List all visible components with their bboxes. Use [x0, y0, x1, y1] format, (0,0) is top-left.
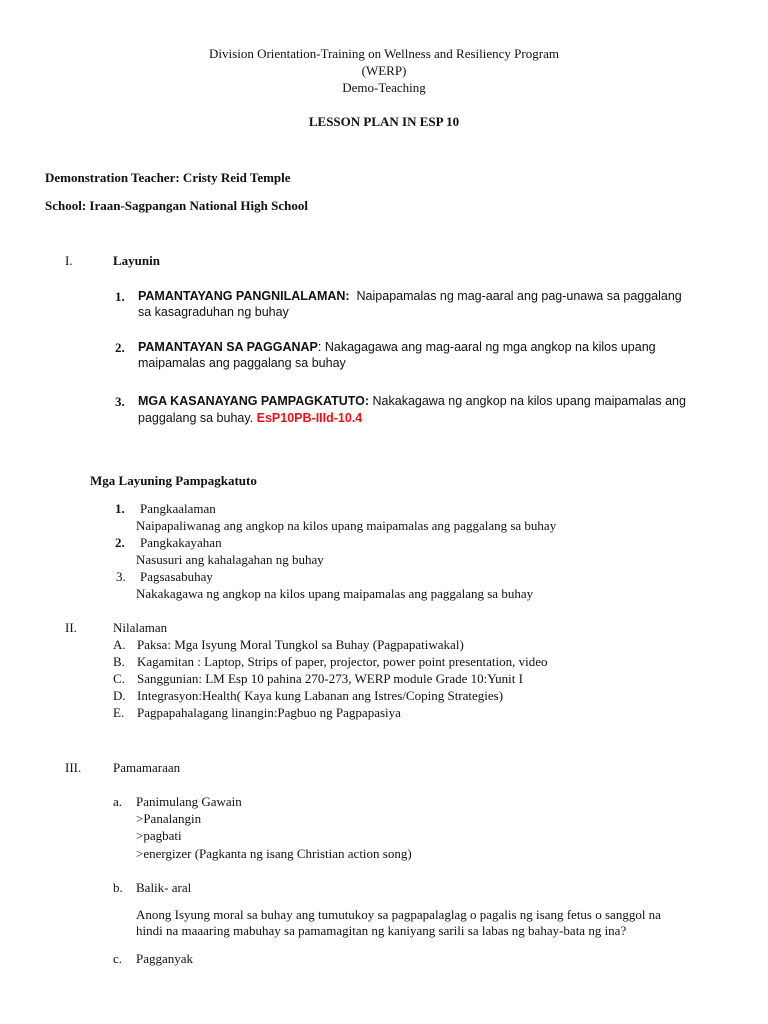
teacher-name: Demonstration Teacher: Cristy Reid Temple [45, 170, 291, 185]
content-a-letter: A. [113, 637, 126, 652]
objective-1-label: Pangkaalaman [140, 501, 216, 516]
procedure-b-letter: b. [113, 880, 123, 895]
content-d-text: Integrasyon:Health( Kaya kung Labanan ang Istres/Coping Strategies) [137, 688, 504, 703]
standard-3-number: 3. [115, 394, 125, 409]
procedure-a-line-3: >energizer (Pagkanta ng isang Christian action song) [136, 846, 412, 861]
header-line-3: Demo-Teaching [342, 80, 426, 95]
standard-3-line-1 [138, 393, 686, 410]
section-3-numeral: III. [65, 760, 82, 775]
objective-2-detail: Nasusuri ang kahalagahan ng buhay [136, 552, 324, 567]
section-2-numeral: II. [65, 620, 77, 635]
section-3-title: Pamamaraan [113, 760, 181, 775]
procedure-b-title: Balik- aral [136, 880, 192, 895]
standard-2-line-2: maipamalas ang paggalang sa buhay [138, 356, 346, 370]
standard-3-label: MGA KASANAYANG PAMPAGKATUTO: [138, 394, 370, 408]
standard-3-text: Nakakagawa ng angkop na kilos upang maipamalas ang [372, 394, 686, 408]
standard-3-text-2: paggalang sa buhay. [138, 411, 254, 425]
procedure-b-text-1: Anong Isyung moral sa buhay ang tumutukoy sa pagpapalaglag o pagalis ng isang fetus o sanggol na [136, 907, 661, 922]
section-2-title: Nilalaman [113, 620, 168, 635]
standard-2-label: PAMANTAYAN SA PAGGANAP [138, 340, 318, 354]
content-a-text: Paksa: Mga Isyung Moral Tungkol sa Buhay (Pagpapatiwakal) [137, 637, 464, 652]
objective-3-detail: Nakakagawa ng angkop na kilos upang maipamalas ang paggalang sa buhay [136, 586, 534, 601]
section-1-title: Layunin [113, 253, 160, 268]
header-line-1: Division Orientation-Training on Wellness and Resiliency Program [209, 46, 559, 61]
objective-2-number: 2. [115, 535, 125, 550]
objective-3-number: 3. [116, 569, 126, 584]
standard-2-line-1 [138, 339, 656, 356]
content-e-text: Pagpapahalagang linangin:Pagbuo ng Pagpapasiya [137, 705, 401, 720]
standard-1-text: Naipapamalas ng mag-aaral ang pag-unawa sa paggalang [356, 289, 682, 303]
content-e-letter: E. [113, 705, 125, 720]
procedure-a-line-2: >pagbati [136, 828, 182, 843]
school-name: School: Iraan-Sagpangan National High School [45, 198, 308, 213]
content-b-text: Kagamitan : Laptop, Strips of paper, projector, power point presentation, video [137, 654, 548, 669]
procedure-b-text-2: hindi na maaaring mabuhay sa pamamagitan ng kaniyang sarili sa labas ng bahay-bata ng ina? [136, 923, 627, 938]
objective-1-number: 1. [115, 501, 125, 516]
content-d-letter: D. [113, 688, 126, 703]
standard-1-line-1 [138, 288, 682, 305]
standard-1-number: 1. [115, 289, 125, 304]
procedure-c-letter: c. [113, 951, 123, 966]
standard-3-line-2 [138, 410, 362, 427]
procedure-a-letter: a. [113, 794, 123, 809]
standard-1-line-2: sa kasagraduhan ng buhay [138, 305, 289, 319]
header-line-2: (WERP) [361, 63, 407, 78]
content-b-letter: B. [113, 654, 125, 669]
procedure-c-title: Pagganyak [136, 951, 194, 966]
procedure-a-title: Panimulang Gawain [136, 794, 242, 809]
objective-3-label: Pagsasabuhay [140, 569, 213, 584]
content-c-text: Sanggunian: LM Esp 10 pahina 270-273, WERP module Grade 10:Yunit I [137, 671, 523, 686]
procedure-a-line-1: >Panalangin [136, 811, 202, 826]
standard-2-number: 2. [115, 340, 125, 355]
section-1-numeral: I. [65, 253, 73, 268]
objective-2-label: Pangkakayahan [140, 535, 222, 550]
document-title: LESSON PLAN IN ESP 10 [308, 114, 460, 129]
competency-code: EsP10PB-IIId-10.4 [256, 411, 363, 425]
standard-1-label: PAMANTAYANG PANGNILALAMAN: [138, 289, 350, 303]
standard-2-text: : Nakagagawa ang mag-aaral ng mga angkop na kilos upang [317, 340, 656, 354]
content-c-letter: C. [113, 671, 125, 686]
objectives-title: Mga Layuning Pampagkatuto [90, 473, 257, 488]
objective-1-detail: Naipapaliwanag ang angkop na kilos upang maipamalas ang paggalang sa buhay [136, 518, 557, 533]
